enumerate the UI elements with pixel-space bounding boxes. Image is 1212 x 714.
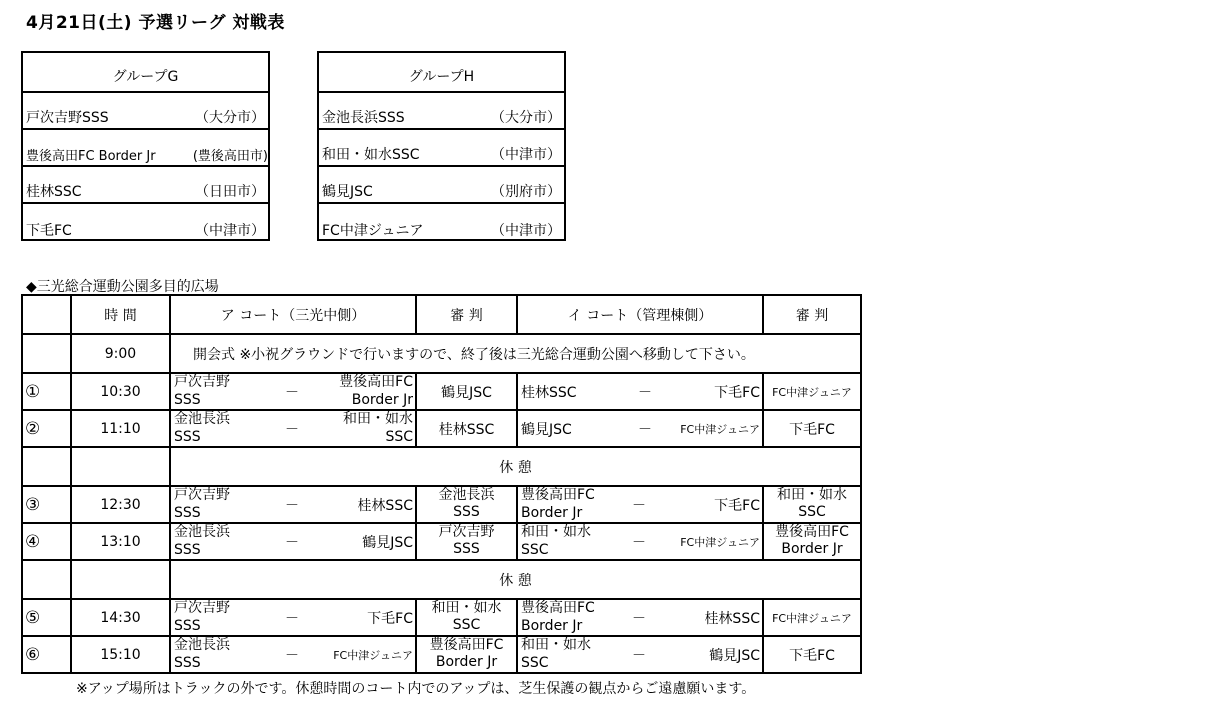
match-dash: － — [285, 498, 299, 514]
match-row — [22, 636, 861, 673]
header-ref-b: 審 判 — [763, 295, 861, 334]
match-time: 12:30 — [71, 486, 170, 523]
match-number: ③ — [22, 486, 71, 523]
team-city: （中津市） — [491, 147, 561, 163]
away-team-line2: Border Jr — [351, 392, 413, 408]
team-name: 鶴見JSC — [322, 184, 373, 200]
break-label: 休 憩 — [170, 447, 861, 486]
away-team: 下毛FC — [714, 385, 760, 401]
home-team-line1: 和田・如水 — [521, 637, 591, 653]
home-team-line1: 金池長浜 — [174, 637, 230, 653]
court-cell-inner — [518, 600, 762, 635]
referee: 桂林SSC — [438, 422, 495, 438]
header-blank — [22, 295, 71, 334]
header-time: 時 間 — [71, 295, 170, 334]
court-b-match — [517, 599, 763, 636]
home-team: 鶴見JSC — [521, 422, 572, 438]
header-court-a: ア コート（三光中側） — [170, 295, 416, 334]
team-city: （大分市） — [195, 110, 265, 126]
court-cell-inner — [518, 411, 762, 446]
away-team: FC中津ジュニア — [333, 649, 413, 662]
team-city: （別府市） — [491, 184, 561, 200]
opening-blank — [22, 334, 71, 373]
court-cell-inner — [171, 637, 415, 672]
match-row — [22, 486, 861, 523]
home-team-line2: Border Jr — [521, 505, 583, 521]
opening-row — [22, 334, 861, 373]
group-row — [319, 167, 564, 204]
match-dash: － — [285, 611, 299, 627]
match-time: 10:30 — [71, 373, 170, 410]
court-b-referee — [763, 373, 861, 410]
ref-cell-inner — [417, 600, 516, 635]
referee — [764, 524, 860, 558]
referee-line1: 金池長浜 — [438, 487, 495, 503]
break-blank — [71, 447, 170, 486]
ref-cell-inner — [764, 487, 860, 522]
footer-note: ※アップ場所はトラックの外です。休憩時間のコート内でのアップは、芝生保護の観点からご遠慮願います。 — [76, 681, 756, 697]
court-b-referee — [763, 523, 861, 560]
away-team: 下毛FC — [714, 498, 760, 514]
referee — [417, 637, 516, 671]
schedule-header-row — [22, 295, 861, 334]
away-team-line1: 豊後高田FC — [339, 374, 413, 390]
court-b-match — [517, 486, 763, 523]
home-team-line2: Border Jr — [521, 618, 583, 634]
match-row — [22, 410, 861, 447]
referee — [417, 487, 516, 521]
opening-time: 9:00 — [71, 334, 170, 373]
team-name: 豊後高田FC Border Jr — [26, 149, 156, 164]
court-a-match — [170, 410, 416, 447]
match-dash: － — [638, 385, 652, 401]
home-team: 桂林SSC — [521, 385, 577, 401]
referee: 下毛FC — [789, 422, 835, 438]
break-label: 休 憩 — [170, 560, 861, 599]
match-dash: － — [632, 611, 646, 627]
team-name: 桂林SSC — [26, 184, 82, 200]
match-dash: － — [632, 498, 646, 514]
home-team-line2: SSS — [174, 429, 201, 445]
team-city: (豊後高田市) — [192, 149, 268, 164]
team-city: （中津市） — [491, 223, 561, 239]
referee-line1: 豊後高田FC — [429, 637, 504, 653]
court-a-referee — [416, 523, 517, 560]
referee: 下毛FC — [789, 648, 835, 664]
away-team: FC中津ジュニア — [680, 423, 760, 436]
ref-cell-inner — [417, 524, 516, 559]
group-row — [23, 130, 268, 167]
ref-cell-inner — [417, 411, 516, 446]
match-dash: － — [632, 648, 646, 664]
referee-line2: SSS — [453, 541, 480, 557]
court-a-referee — [416, 636, 517, 673]
group-h-table — [317, 51, 566, 241]
schedule-table — [21, 294, 862, 674]
page-title: 4月21日(土) 予選リーグ 対戦表 — [26, 13, 285, 33]
home-team-line1: 和田・如水 — [521, 524, 591, 540]
court-cell-inner — [518, 637, 762, 672]
break-row — [22, 447, 861, 486]
court-a-match — [170, 486, 416, 523]
group-row — [319, 130, 564, 167]
ref-cell-inner — [764, 411, 860, 446]
away-team: FC中津ジュニア — [680, 536, 760, 549]
match-time: 13:10 — [71, 523, 170, 560]
away-team: 鶴見JSC — [709, 648, 760, 664]
break-blank — [22, 560, 71, 599]
home-team-line1: 豊後高田FC — [521, 487, 595, 503]
referee-line2: SSC — [452, 617, 481, 633]
ref-cell-inner — [764, 374, 860, 409]
match-dash: － — [285, 535, 299, 551]
referee: 鶴見JSC — [441, 385, 492, 401]
group-header: グループG — [23, 53, 268, 93]
away-team-line1: 和田・如水 — [343, 411, 413, 427]
team-city: （日田市） — [195, 184, 265, 200]
court-a-referee — [416, 486, 517, 523]
home-team-line1: 金池長浜 — [174, 411, 230, 427]
home-team-line2: SSC — [521, 542, 549, 558]
ref-cell-inner — [417, 487, 516, 522]
venue-label: ◆三光総合運動公園多目的広場 — [26, 279, 219, 295]
team-city: （大分市） — [491, 110, 561, 126]
court-cell-inner — [171, 600, 415, 635]
team-name: 戸次吉野SSS — [26, 110, 109, 126]
group-row — [319, 204, 564, 241]
group-row — [23, 93, 268, 130]
home-team-line2: SSS — [174, 505, 201, 521]
match-time: 14:30 — [71, 599, 170, 636]
match-dash: － — [638, 422, 652, 438]
team-name: 下毛FC — [26, 223, 72, 239]
match-row — [22, 373, 861, 410]
match-time: 15:10 — [71, 636, 170, 673]
home-team-line1: 戸次吉野 — [174, 374, 230, 390]
court-a-match — [170, 599, 416, 636]
home-team-line2: SSS — [174, 542, 201, 558]
match-number: ② — [22, 410, 71, 447]
referee-line1: 豊後高田FC — [775, 524, 849, 540]
court-b-referee — [763, 486, 861, 523]
group-row — [23, 167, 268, 204]
home-team-line1: 金池長浜 — [174, 524, 230, 540]
match-number: ⑥ — [22, 636, 71, 673]
court-b-match — [517, 410, 763, 447]
home-team-line1: 戸次吉野 — [174, 600, 230, 616]
match-number: ④ — [22, 523, 71, 560]
court-a-referee — [416, 373, 517, 410]
referee: FC中津ジュニア — [772, 386, 852, 399]
away-team-line2: SSC — [385, 429, 413, 445]
court-b-referee — [763, 599, 861, 636]
court-b-match — [517, 523, 763, 560]
court-a-referee — [416, 410, 517, 447]
away-team: 下毛FC — [367, 611, 413, 627]
ref-cell-inner — [417, 637, 516, 672]
referee: FC中津ジュニア — [772, 612, 852, 625]
referee-line2: Border Jr — [435, 654, 498, 670]
team-name: 和田・如水SSC — [322, 147, 420, 163]
home-team-line2: SSS — [174, 655, 201, 671]
opening-text: 開会式 ※小祝グラウンドで行いますので、終了後は三光総合運動公園へ移動して下さい。 — [170, 334, 861, 373]
ref-cell-inner — [764, 637, 860, 672]
court-b-referee — [763, 410, 861, 447]
team-name: 金池長浜SSS — [322, 110, 405, 126]
court-cell-inner — [171, 374, 415, 409]
team-name: FC中津ジュニア — [322, 223, 424, 239]
match-dash: － — [285, 422, 299, 438]
referee — [417, 524, 516, 558]
match-time: 11:10 — [71, 410, 170, 447]
team-city: （中津市） — [195, 223, 265, 239]
match-number: ⑤ — [22, 599, 71, 636]
match-row — [22, 599, 861, 636]
group-header: グループH — [319, 53, 564, 93]
court-a-referee — [416, 599, 517, 636]
court-cell-inner — [171, 487, 415, 522]
court-a-match — [170, 523, 416, 560]
header-court-b: イ コート（管理棟側） — [517, 295, 763, 334]
referee-line2: Border Jr — [781, 541, 843, 557]
home-team-line2: SSS — [174, 392, 201, 408]
court-cell-inner — [518, 524, 762, 559]
court-cell-inner — [171, 524, 415, 559]
break-row — [22, 560, 861, 599]
ref-cell-inner — [764, 524, 860, 559]
court-cell-inner — [518, 374, 762, 409]
match-dash: － — [285, 385, 299, 401]
break-blank — [71, 560, 170, 599]
court-b-referee — [763, 636, 861, 673]
referee-line1: 和田・如水 — [777, 487, 847, 503]
ref-cell-inner — [764, 600, 860, 635]
group-row — [23, 204, 268, 241]
court-cell-inner — [518, 487, 762, 522]
break-blank — [22, 447, 71, 486]
match-dash: － — [285, 648, 299, 664]
header-ref-a: 審 判 — [416, 295, 517, 334]
referee-line2: SSS — [453, 504, 480, 520]
home-team-line1: 戸次吉野 — [174, 487, 230, 503]
match-row — [22, 523, 861, 560]
referee-line1: 和田・如水 — [431, 600, 502, 616]
court-a-match — [170, 373, 416, 410]
group-g-table — [21, 51, 270, 241]
home-team-line2: SSC — [521, 655, 549, 671]
court-b-match — [517, 636, 763, 673]
referee — [417, 600, 516, 634]
group-row — [319, 93, 564, 130]
away-team: 桂林SSC — [704, 611, 760, 627]
ref-cell-inner — [417, 374, 516, 409]
court-a-match — [170, 636, 416, 673]
home-team-line2: SSS — [174, 618, 201, 634]
away-team: 桂林SSC — [357, 498, 413, 514]
away-team: 鶴見JSC — [362, 535, 413, 551]
match-dash: － — [632, 535, 646, 551]
court-b-match — [517, 373, 763, 410]
court-cell-inner — [171, 411, 415, 446]
match-number: ① — [22, 373, 71, 410]
referee — [764, 487, 860, 521]
referee-line2: SSC — [798, 504, 826, 520]
referee-line1: 戸次吉野 — [438, 524, 495, 540]
home-team-line1: 豊後高田FC — [521, 600, 595, 616]
